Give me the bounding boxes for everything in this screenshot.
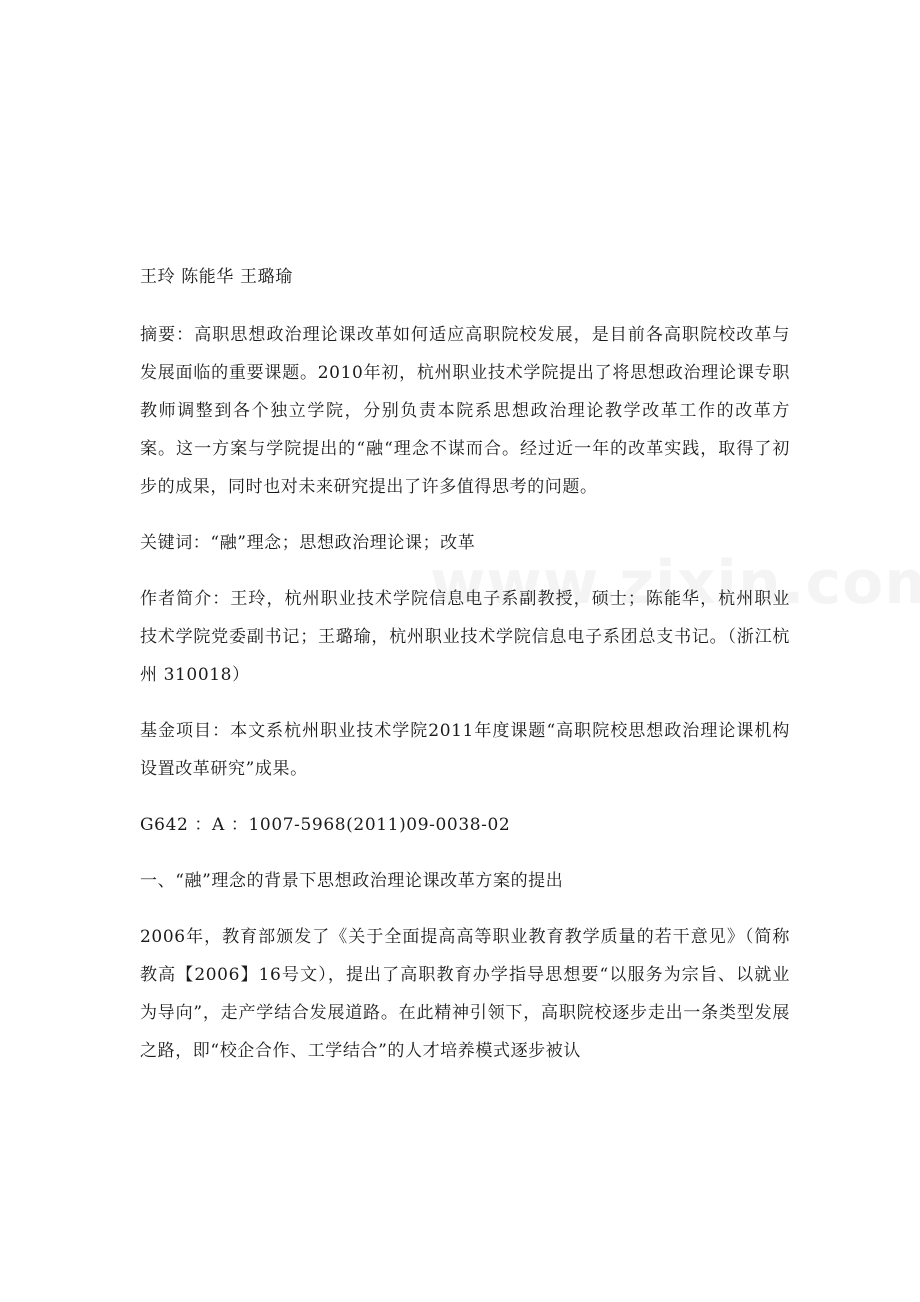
abstract-paragraph: 摘要：高职思想政治理论课改革如何适应高职院校发展，是目前各高职院校改革与发展面临的重要课题。2010年初，杭州职业技术学院提出了将思想政治理论课专职教师调整到各个独立学院，分别负责本院系思想政治理论教学改革工作的改革方案。这一方案与学院提出的“融“理念不谋而合。经过近一年的改革实践，取得了初步的成果，同时也对未来研究提出了许多值得思考的问题。: [140, 325, 790, 497]
keywords-line: 关键词：“融”理念；思想政治理论课；改革: [140, 533, 476, 553]
author-names: 王玲 陈能华 王璐瑜: [140, 267, 293, 287]
fund-project: 基金项目：本文系杭州职业技术学院2011年度课题“高职院校思想政治理论课机构设置改革研究”成果。: [140, 721, 790, 779]
article-body: [140, 258, 790, 1070]
author-introduction: 作者简介：王玲，杭州职业技术学院信息电子系副教授，硕士；陈能华，杭州职业技术学院党委副书记；王璐瑜，杭州职业技术学院信息电子系团总支书记。（浙江杭州 310018）: [140, 589, 790, 685]
body-paragraph: 2006年，教育部颁发了《关于全面提高高等职业教育教学质量的若干意见》（简称教高【2006】16号文），提出了高职教育办学指导思想要“以服务为宗旨、以就业为导向”，走产学结合发展道路。在此精神引领下，高职院校逐步走出一条类型发展之路，即“校企合作、工学结合”的人才培养模式逐步被认: [140, 927, 790, 1061]
section-heading: 一、“融”理念的背景下思想政治理论课改革方案的提出: [140, 871, 564, 891]
classification-code: G642 ：A ：1007-5968(2011)09-0038-02: [140, 815, 511, 835]
